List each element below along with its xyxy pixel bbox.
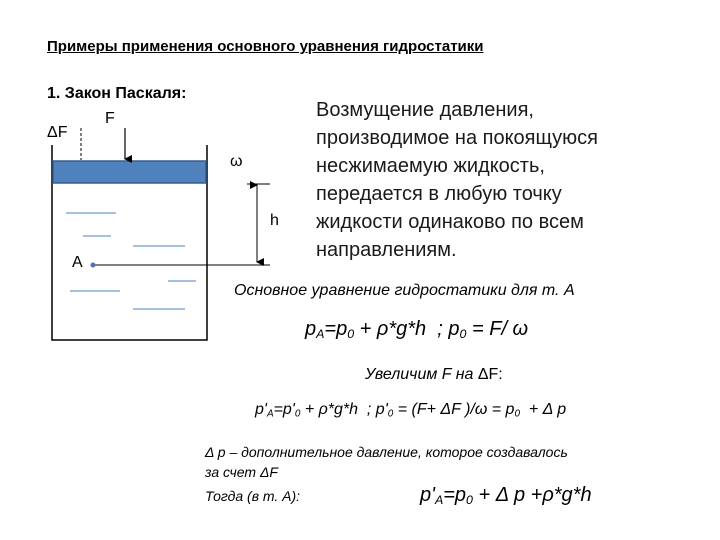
- point-a-label: A: [72, 254, 83, 271]
- section-heading: 1. Закон Паскаля:: [47, 85, 187, 102]
- then-label: Тогда (в т. А):: [205, 488, 301, 504]
- formula-caption: Основное уравнение гидростатики для т. А: [234, 282, 575, 299]
- paragraph-line: несжимаемую жидкость,: [316, 155, 545, 177]
- piston: [53, 161, 206, 183]
- paragraph-line: передается в любую точку: [316, 183, 562, 205]
- main-equation: $p_A=p_0 + \rho*g*h$ ; $p_0 = F/$ ω: [305, 318, 529, 342]
- paragraph-line: направлениям.: [316, 239, 457, 261]
- slide-title: Примеры применения основного уравнения гидростатики: [47, 38, 484, 55]
- increase-force-line: Увеличим F на ΔF:: [365, 366, 503, 383]
- delta-p-explanation: Δ p – дополнительное давление, которое создавалось за счет ΔF: [205, 444, 568, 480]
- height-label: h: [270, 212, 279, 229]
- pascal-law-text: [316, 96, 598, 264]
- point-a-dot: [91, 263, 96, 268]
- modified-equation: $p'_A=p'_0 + \rho*g*h$ ; $p'_0 = (F+ \Delta F$ )$/\omega = p_0 + \Delta$ p: [255, 401, 567, 420]
- final-equation: $p'_A=p_0 + \Delta$ p +ρ*g*h: [420, 484, 592, 508]
- area-label: ω: [230, 153, 243, 170]
- paragraph-line: производимое на покоящуюся: [316, 127, 599, 149]
- delta-f-label: ΔF: [47, 124, 68, 141]
- paragraph-line: жидкости одинаково по всем: [316, 211, 584, 233]
- force-label: F: [105, 110, 115, 127]
- paragraph-line: Возмущение давления,: [316, 99, 534, 121]
